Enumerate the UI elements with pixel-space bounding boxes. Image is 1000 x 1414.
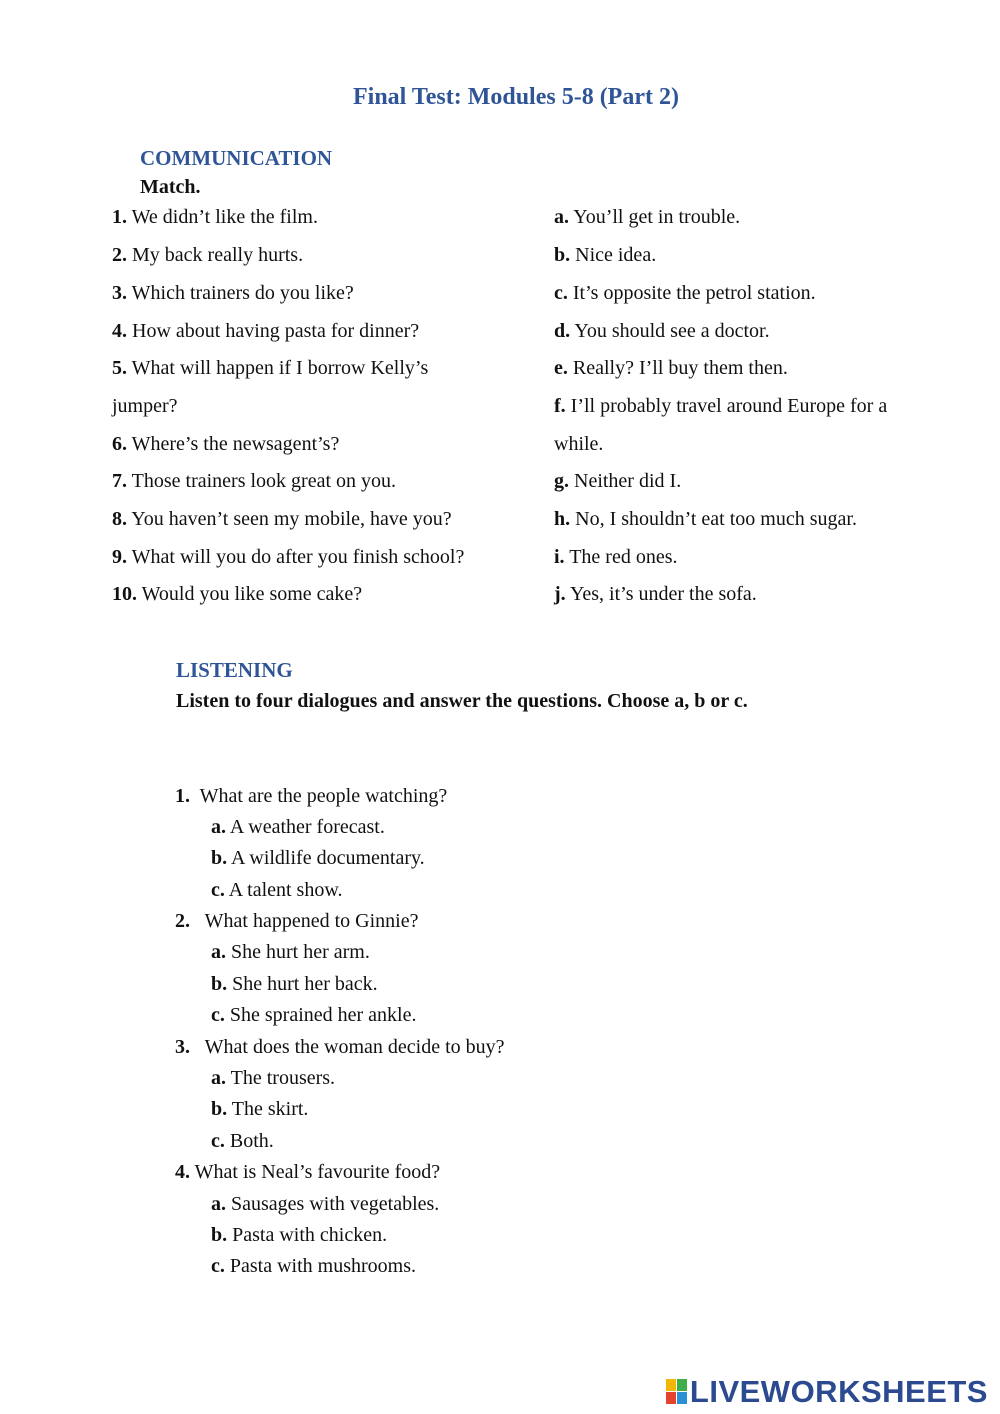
item-number: 8. [112, 508, 127, 530]
option-text: Pasta with chicken. [232, 1224, 388, 1246]
item-number: 7. [112, 470, 127, 492]
item-letter: e. [554, 357, 568, 379]
option-text: The skirt. [231, 1098, 309, 1120]
match-right-item [554, 356, 788, 380]
match-right-item [554, 319, 770, 343]
item-text: Neither did I. [574, 470, 682, 492]
option-letter: a. [211, 1193, 226, 1215]
item-text: Those trainers look great on you. [131, 470, 397, 492]
logo-mark-icon [666, 1379, 688, 1405]
item-letter: h. [554, 508, 571, 530]
answer-option[interactable] [211, 846, 425, 870]
item-letter: g. [554, 470, 569, 492]
question-number: 2. [175, 910, 190, 932]
item-number: 6. [112, 433, 127, 455]
liveworksheets-logo[interactable] [666, 1374, 988, 1410]
item-text: The red ones. [569, 546, 678, 568]
match-left-item [112, 319, 419, 343]
option-text: A talent show. [228, 879, 343, 901]
item-letter: b. [554, 244, 571, 266]
item-text: What will happen if I borrow Kelly’s [131, 357, 429, 379]
item-text: My back really hurts. [132, 244, 304, 266]
item-text: You’ll get in trouble. [573, 206, 741, 228]
option-text: She sprained her ankle. [229, 1004, 417, 1026]
page-title: Final Test: Modules 5-8 (Part 2) [353, 84, 679, 110]
answer-option[interactable] [211, 1097, 308, 1121]
item-text: while. [554, 433, 604, 455]
match-left-item-continued [112, 394, 178, 418]
match-left-item [112, 432, 339, 456]
option-letter: b. [211, 1098, 228, 1120]
item-text: It’s opposite the petrol station. [572, 282, 816, 304]
option-text: Both. [229, 1130, 274, 1152]
item-letter: a. [554, 206, 569, 228]
match-right-item [554, 582, 757, 606]
match-left-item [112, 243, 303, 267]
item-text: No, I shouldn’t eat too much sugar. [575, 508, 857, 530]
answer-option[interactable] [211, 1223, 387, 1247]
option-text: She hurt her arm. [231, 941, 370, 963]
question-text: What are the people watching? [199, 785, 448, 807]
match-right-item [554, 243, 656, 267]
item-letter: d. [554, 320, 571, 342]
question-text: What happened to Ginnie? [204, 910, 419, 932]
item-number: 10. [112, 583, 137, 605]
question-number: 4. [175, 1161, 190, 1183]
option-letter: a. [211, 941, 226, 963]
item-text: You haven’t seen my mobile, have you? [131, 508, 452, 530]
option-letter: c. [211, 1004, 225, 1026]
match-right-item [554, 507, 857, 531]
option-letter: b. [211, 847, 228, 869]
item-text: jumper? [112, 395, 178, 417]
match-right-item [554, 205, 740, 229]
match-right-item [554, 545, 678, 569]
item-letter: f. [554, 395, 566, 417]
question [175, 1160, 440, 1184]
match-left-item [112, 469, 396, 493]
item-letter: i. [554, 546, 565, 568]
item-text: Nice idea. [575, 244, 657, 266]
answer-option[interactable] [211, 878, 343, 902]
option-text: She hurt her back. [232, 973, 378, 995]
question-text: What is Neal’s favourite food? [194, 1161, 441, 1183]
match-left-item [112, 356, 428, 380]
answer-option[interactable] [211, 972, 378, 996]
item-text: Which trainers do you like? [131, 282, 354, 304]
option-letter: c. [211, 1255, 225, 1277]
answer-option[interactable] [211, 1254, 416, 1278]
item-text: We didn’t like the film. [131, 206, 318, 228]
item-number: 1. [112, 206, 127, 228]
answer-option[interactable] [211, 1129, 274, 1153]
question-number: 3. [175, 1036, 190, 1058]
question [175, 909, 418, 933]
question [175, 1035, 505, 1059]
item-number: 5. [112, 357, 127, 379]
option-letter: c. [211, 1130, 225, 1152]
listening-heading: LISTENING [176, 658, 293, 682]
communication-instruction: Match. [140, 176, 201, 198]
item-text: You should see a doctor. [574, 320, 770, 342]
item-number: 9. [112, 546, 127, 568]
item-text: Where’s the newsagent’s? [131, 433, 340, 455]
communication-heading: COMMUNICATION [140, 146, 333, 170]
option-text: Pasta with mushrooms. [229, 1255, 417, 1277]
match-left-item [112, 205, 318, 229]
match-left-item [112, 281, 354, 305]
option-letter: a. [211, 1067, 226, 1089]
question-number: 1. [175, 785, 190, 807]
item-text: I’ll probably travel around Europe for a [570, 395, 888, 417]
match-left-item [112, 507, 452, 531]
option-text: Sausages with vegetables. [231, 1193, 440, 1215]
answer-option[interactable] [211, 1003, 417, 1027]
match-right-item-continued [554, 432, 603, 456]
answer-option[interactable] [211, 940, 370, 964]
option-text: A weather forecast. [229, 816, 385, 838]
match-right-item [554, 469, 681, 493]
option-text: The trousers. [230, 1067, 336, 1089]
match-right-item [554, 281, 816, 305]
item-letter: c. [554, 282, 568, 304]
item-text: Yes, it’s under the sofa. [569, 583, 757, 605]
listening-instruction: Listen to four dialogues and answer the questions. Choose a, b or c. [176, 690, 748, 712]
item-number: 2. [112, 244, 127, 266]
option-letter: b. [211, 1224, 228, 1246]
match-right-item [554, 394, 887, 418]
item-text: What will you do after you finish school? [131, 546, 465, 568]
item-text: How about having pasta for dinner? [132, 320, 420, 342]
match-left-item [112, 545, 464, 569]
answer-option[interactable] [211, 1192, 439, 1216]
question [175, 784, 447, 808]
question-text: What does the woman decide to buy? [204, 1036, 505, 1058]
option-letter: c. [211, 879, 225, 901]
option-letter: a. [211, 816, 226, 838]
item-letter: j. [554, 583, 566, 605]
option-letter: b. [211, 973, 228, 995]
item-text: Would you like some cake? [141, 583, 363, 605]
item-text: Really? I’ll buy them then. [572, 357, 788, 379]
answer-option[interactable] [211, 1066, 335, 1090]
option-text: A wildlife documentary. [231, 847, 425, 869]
match-left-item [112, 582, 362, 606]
logo-text: LIVEWORKSHEETS [689, 1374, 988, 1409]
answer-option[interactable] [211, 815, 385, 839]
item-number: 4. [112, 320, 127, 342]
item-number: 3. [112, 282, 127, 304]
